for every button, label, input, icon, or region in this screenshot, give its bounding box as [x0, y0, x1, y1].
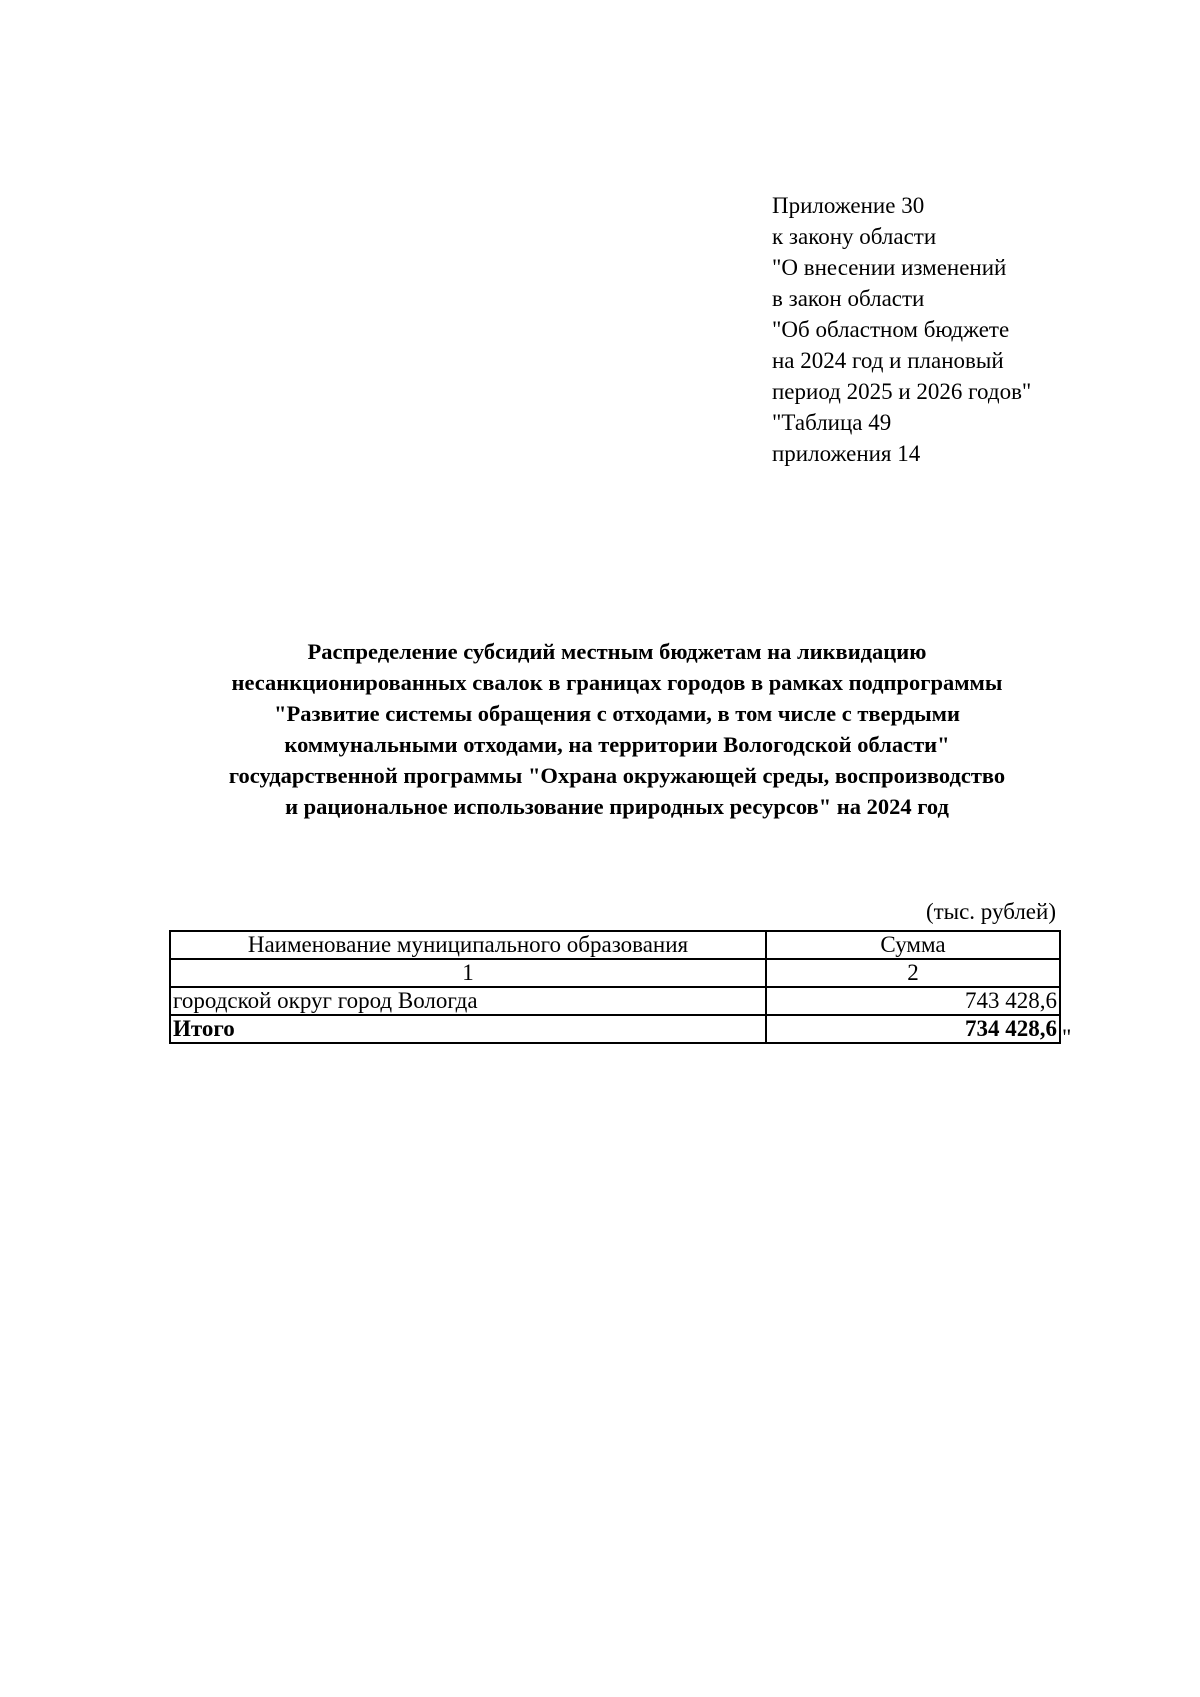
table-header-row: [170, 931, 1060, 959]
appendix-line: Приложение 30: [772, 193, 925, 218]
appendix-line: в закон области: [772, 286, 925, 311]
appendix-line: "Таблица 49: [772, 410, 892, 435]
appendix-header: [772, 190, 1092, 469]
appendix-line: на 2024 год и плановый: [772, 348, 1004, 373]
appendix-line: период 2025 и 2026 годов": [772, 379, 1032, 404]
municipality-name: городской округ город Вологда: [170, 987, 766, 1015]
appendix-line: приложения 14: [772, 441, 921, 466]
header-amount: Сумма: [766, 931, 1060, 959]
column-number: 2: [766, 959, 1060, 987]
appendix-line: "Об областном бюджете: [772, 317, 1010, 342]
title-line: "Развитие системы обращения с отходами, в том числе с твердыми: [274, 701, 960, 726]
amount-value: 743 428,6: [766, 987, 1060, 1015]
total-label: Итого: [170, 1015, 766, 1043]
total-amount: 734 428,6: [766, 1015, 1060, 1043]
column-number-row: [170, 959, 1060, 987]
document-title: [150, 636, 1084, 822]
table-row: [170, 987, 1060, 1015]
subsidy-table: [169, 930, 1061, 1044]
title-line: коммунальными отходами, на территории Вологодской области": [284, 732, 950, 757]
units-label: (тыс. рублей): [925, 899, 1056, 924]
appendix-line: "О внесении изменений: [772, 255, 1007, 280]
appendix-line: к закону области: [772, 224, 937, 249]
title-line: и рациональное использование природных ресурсов" на 2024 год: [285, 794, 949, 819]
subsidy-table-container: [169, 930, 1061, 1044]
title-line: несанкционированных свалок в границах городов в рамках подпрограммы: [231, 670, 1003, 695]
total-row: [170, 1015, 1060, 1043]
title-line: Распределение субсидий местным бюджетам на ликвидацию: [307, 639, 927, 664]
column-number: 1: [170, 959, 766, 987]
title-line: государственной программы "Охрана окружающей среды, воспроизводство: [228, 763, 1006, 788]
header-municipality: Наименование муниципального образования: [170, 931, 766, 959]
closing-quote: ": [1062, 1025, 1072, 1050]
